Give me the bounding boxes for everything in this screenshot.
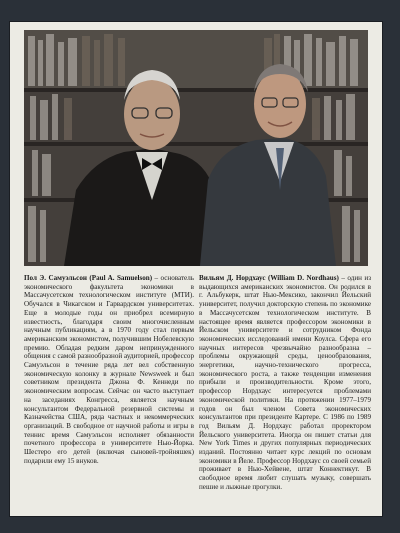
bio-samuelson-name: Пол Э. Самуэльсон (Paul A. Samuelson) bbox=[24, 274, 153, 282]
bio-samuelson-text: – основатель экономического факультета экономики в Массачусетском технологическом институте (МТИ). Обучался в Чикагском и Гарвардском университетах. Еще в молодые годы он приобрел всемирную известность, благодаря своим многочисленным научным публикациям, а в 1970 году стал первым американским экономистом, получившим Нобелевскую премию. Обладая редким даром непринужденного общения с самой разнообразной аудиторией, профессор Самуэльсон в течение ряда лет вел собственную экономическую колонку в журнале Newsweek и был советником президента Джона Ф. Кеннеди по экономическим вопросам. Сейчас он часто выступает на заседаниях Конгресса, является научным консультантом Федеральной резервной системы и Казначейства США, ряда частных и некоммерческих организаций. В свободное от научной работы и игры в теннис время Самуэльсон исполняет обязанности почетного профессора в университете Нью-Йорка. Шестеро его детей (включая сыновей-тройняшек) подарили ему 15 внуков. bbox=[24, 274, 194, 465]
bio-nordhaus bbox=[199, 274, 371, 492]
bio-nordhaus-name: Вильям Д. Нордхаус (William D. Nordhaus) bbox=[199, 274, 339, 282]
bio-nordhaus-text: – один из выдающихся американских экономистов. Он родился в г. Альбукерк, штат Нью-Мексико, закончил Йельский университет, получил докторскую степень по экономике в Массачусетском технологическом институте. В настоящее время является профессором экономики в Йельском университете и сотрудником Фонда экономических исследований имени Коулса. Сфера его научных интересов чрезвычайно разнообразна – проблемы окружающей среды, ценообразования, энергетики, научно-технического прогресса, экономического роста, а также тенденции изменения прибыли и производительности. Кроме этого, профессор Нордхаус интересуется проблемами экономической политики. На протяжении 1977–1979 годов он был членом Совета экономических консультантов при президенте Картере. С 1986 по 1989 год Вильям Д. Нордхаус работал проректором Йельского университета. Иногда он пишет статьи для New York Times и других популярных периодических изданий. Постоянно читает курс лекций по основам экономики в Йеле. Профессор Нордхаус со своей семьей проживает в Нью-Хейвене, штат Коннектикут. В свободное время любит слушать музыку, совершать пешие и лыжные прогулки. bbox=[199, 274, 372, 491]
book-page bbox=[10, 22, 382, 516]
authors-photo bbox=[24, 30, 368, 266]
bio-samuelson bbox=[24, 274, 194, 465]
